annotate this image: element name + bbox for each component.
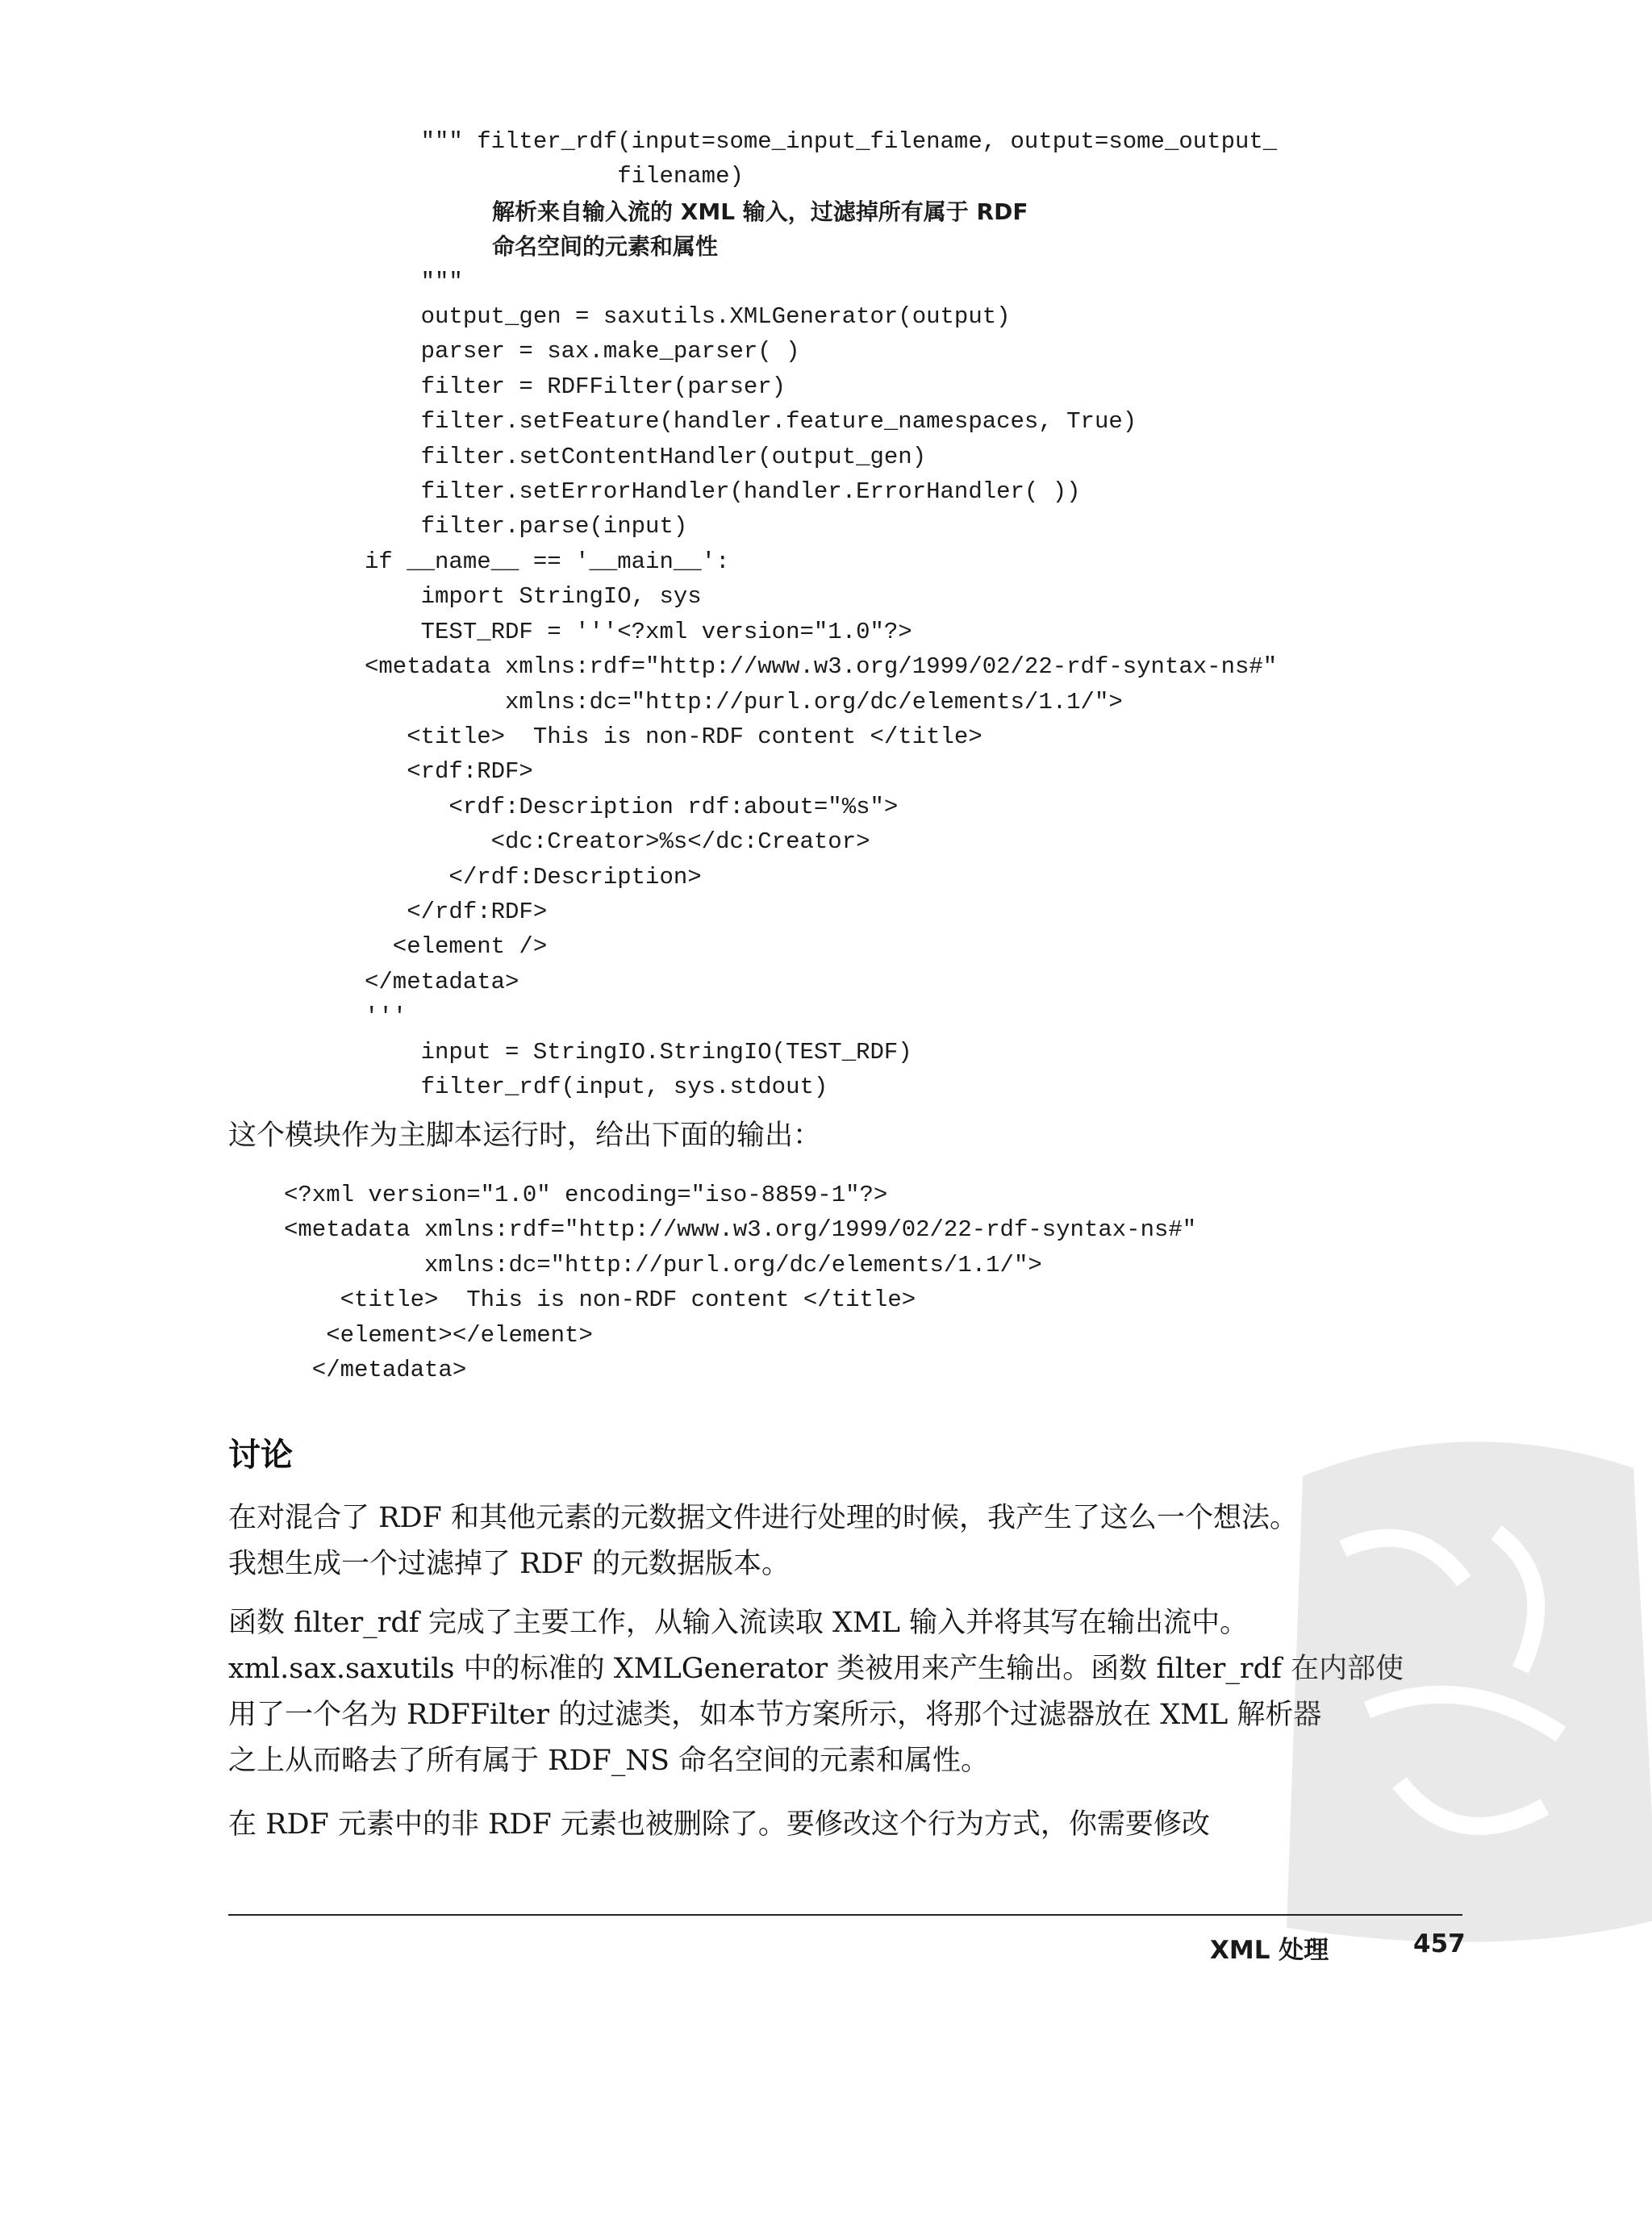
output-line: <element></element> xyxy=(284,1321,593,1349)
code-line: TEST_RDF = '''<?xml version="1.0"?> xyxy=(365,618,912,645)
code-line: <title> This is non-RDF content </title> xyxy=(365,723,982,750)
code-line: filter.parse(input) xyxy=(365,513,688,540)
docstring-comment-line: 命名空间的元素和属性 xyxy=(492,233,719,260)
output-listing xyxy=(284,1178,1196,1387)
watermark-stamp xyxy=(1254,1403,1652,1968)
code-line: parser = sax.make_parser( ) xyxy=(365,338,800,365)
code-line: <rdf:Description rdf:about="%s"> xyxy=(365,793,899,820)
page-number: 457 xyxy=(1413,1929,1466,1958)
code-line: filter_rdf(input, sys.stdout) xyxy=(365,1073,828,1100)
code-line: output_gen = saxutils.XMLGenerator(output) xyxy=(365,303,1011,331)
output-line: xmlns:dc="http://purl.org/dc/elements/1.1/"> xyxy=(284,1251,1042,1278)
discussion-paragraph: 在对混合了 RDF 和其他元素的元数据文件进行处理的时候，我产生了这么一个想法。 我想生成一个过滤掉了 RDF 的元数据版本。 xyxy=(228,1502,1298,1580)
discussion-paragraph: 在 RDF 元素中的非 RDF 元素也被删除了。要修改这个行为方式，你需要修改 xyxy=(228,1808,1210,1841)
code-line: if __name__ == '__main__': xyxy=(365,548,730,575)
code-line: <rdf:RDF> xyxy=(365,758,533,786)
discussion-paragraph: 函数 filter_rdf 完成了主要工作，从输入流读取 XML 输入并将其写在输出流中。 xml.sax.saxutils 中的标准的 XMLGenerator 类被用来产生输出。函数 filter_rdf 在内部使 用了一个名为 RDFFilter 的过滤类，如本节方案所示，将那个过滤器放在 XML 解析器 之上从而略去了所有属于 RDF_NS 命名空间的元素和属性。 xyxy=(228,1607,1404,1777)
code-line: filter.setFeature(handler.feature_namespaces, True) xyxy=(365,408,1137,436)
output-line: <metadata xmlns:rdf="http://www.w3.org/1999/02/22-rdf-syntax-ns#" xyxy=(284,1216,1197,1244)
code-line: <metadata xmlns:rdf="http://www.w3.org/1999/02/22-rdf-syntax-ns#" xyxy=(365,653,1278,681)
footer-rule xyxy=(228,1914,1462,1916)
section-heading: 讨论 xyxy=(228,1437,293,1474)
code-line: input = StringIO.StringIO(TEST_RDF) xyxy=(365,1038,912,1066)
code-line: """ filter_rdf(input=some_input_filename, output=some_output_ xyxy=(365,128,1278,155)
code-line: <element /> xyxy=(365,933,548,961)
output-line: <?xml version="1.0" encoding="iso-8859-1"?> xyxy=(284,1182,888,1208)
code-line: filter.setErrorHandler(handler.ErrorHandler( )) xyxy=(365,478,1081,506)
running-footer-section: XML 处理 xyxy=(1210,1936,1329,1965)
code-line: </metadata> xyxy=(365,968,519,995)
code-line: filter.setContentHandler(output_gen) xyxy=(365,443,927,470)
output-intro-text: 这个模块作为主脚本运行时，给出下面的输出： xyxy=(228,1120,822,1152)
code-line: xmlns:dc="http://purl.org/dc/elements/1.1/"> xyxy=(365,688,1123,715)
code-line: </rdf:RDF> xyxy=(365,898,548,925)
code-line: """ xyxy=(365,268,463,295)
code-line: ''' xyxy=(365,1003,407,1031)
code-listing xyxy=(365,124,1277,1104)
code-line: <dc:Creator>%s</dc:Creator> xyxy=(365,828,870,856)
code-line: filter = RDFFilter(parser) xyxy=(365,373,786,400)
output-line: <title> This is non-RDF content </title> xyxy=(284,1287,916,1314)
docstring-comment-line: 解析来自输入流的 XML 输入，过滤掉所有属于 RDF xyxy=(492,198,1028,225)
output-line: </metadata> xyxy=(284,1357,467,1384)
code-line: filename) xyxy=(365,163,744,190)
code-line: import StringIO, sys xyxy=(365,583,702,611)
code-line: </rdf:Description> xyxy=(365,863,702,890)
